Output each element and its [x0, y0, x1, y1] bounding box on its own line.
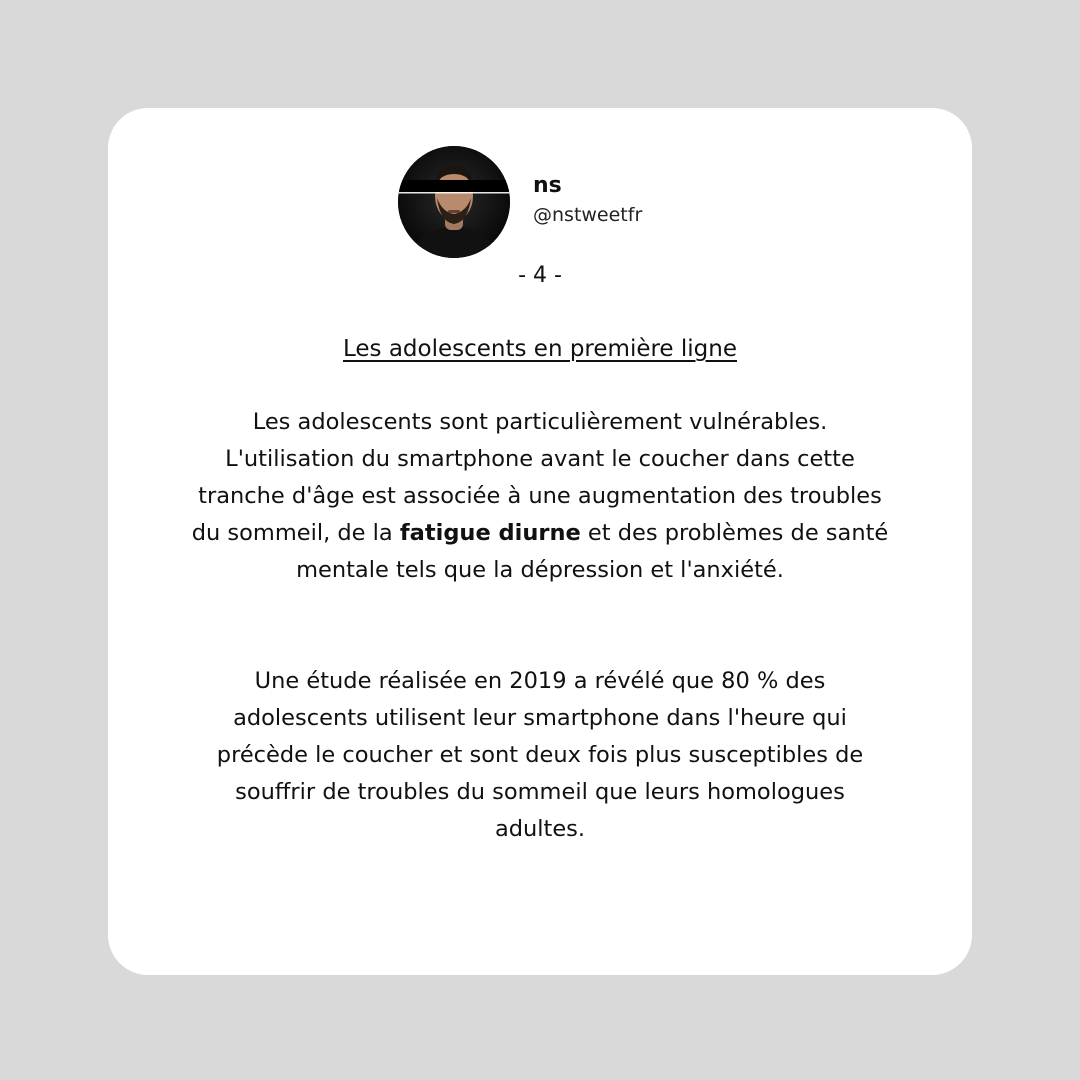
- user-handle[interactable]: @nstweetfr: [533, 204, 643, 226]
- bold-highlight: fatigue diurne: [399, 520, 581, 546]
- avatar-photo-icon: [398, 146, 510, 258]
- paragraph-1-text-start: Les adolescents sont particulièrement vulnérables. L'utilisation du smartphone avant le coucher dans cette tranche d'âge est associée à une augmentation des troubles du sommeil, de la: [191, 409, 882, 546]
- post-card: [108, 108, 972, 975]
- paragraph-2: Une étude réalisée en 2019 a révélé que 80 % des adolescents utilisent leur smartphone dans l'heure qui précède le coucher et sont deux fois plus susceptibles de souffrir de troubles du sommeil que leurs homologues adultes.: [216, 668, 864, 842]
- paragraph-1: [190, 404, 890, 589]
- avatar[interactable]: [398, 146, 510, 258]
- section-title: Les adolescents en première ligne: [342, 336, 738, 362]
- paragraph-1-text-end: et des problèmes de santé mentale tels que la dépression et l'anxiété.: [296, 520, 889, 583]
- page-number: - 4 -: [518, 263, 562, 288]
- user-name[interactable]: ns: [533, 173, 562, 198]
